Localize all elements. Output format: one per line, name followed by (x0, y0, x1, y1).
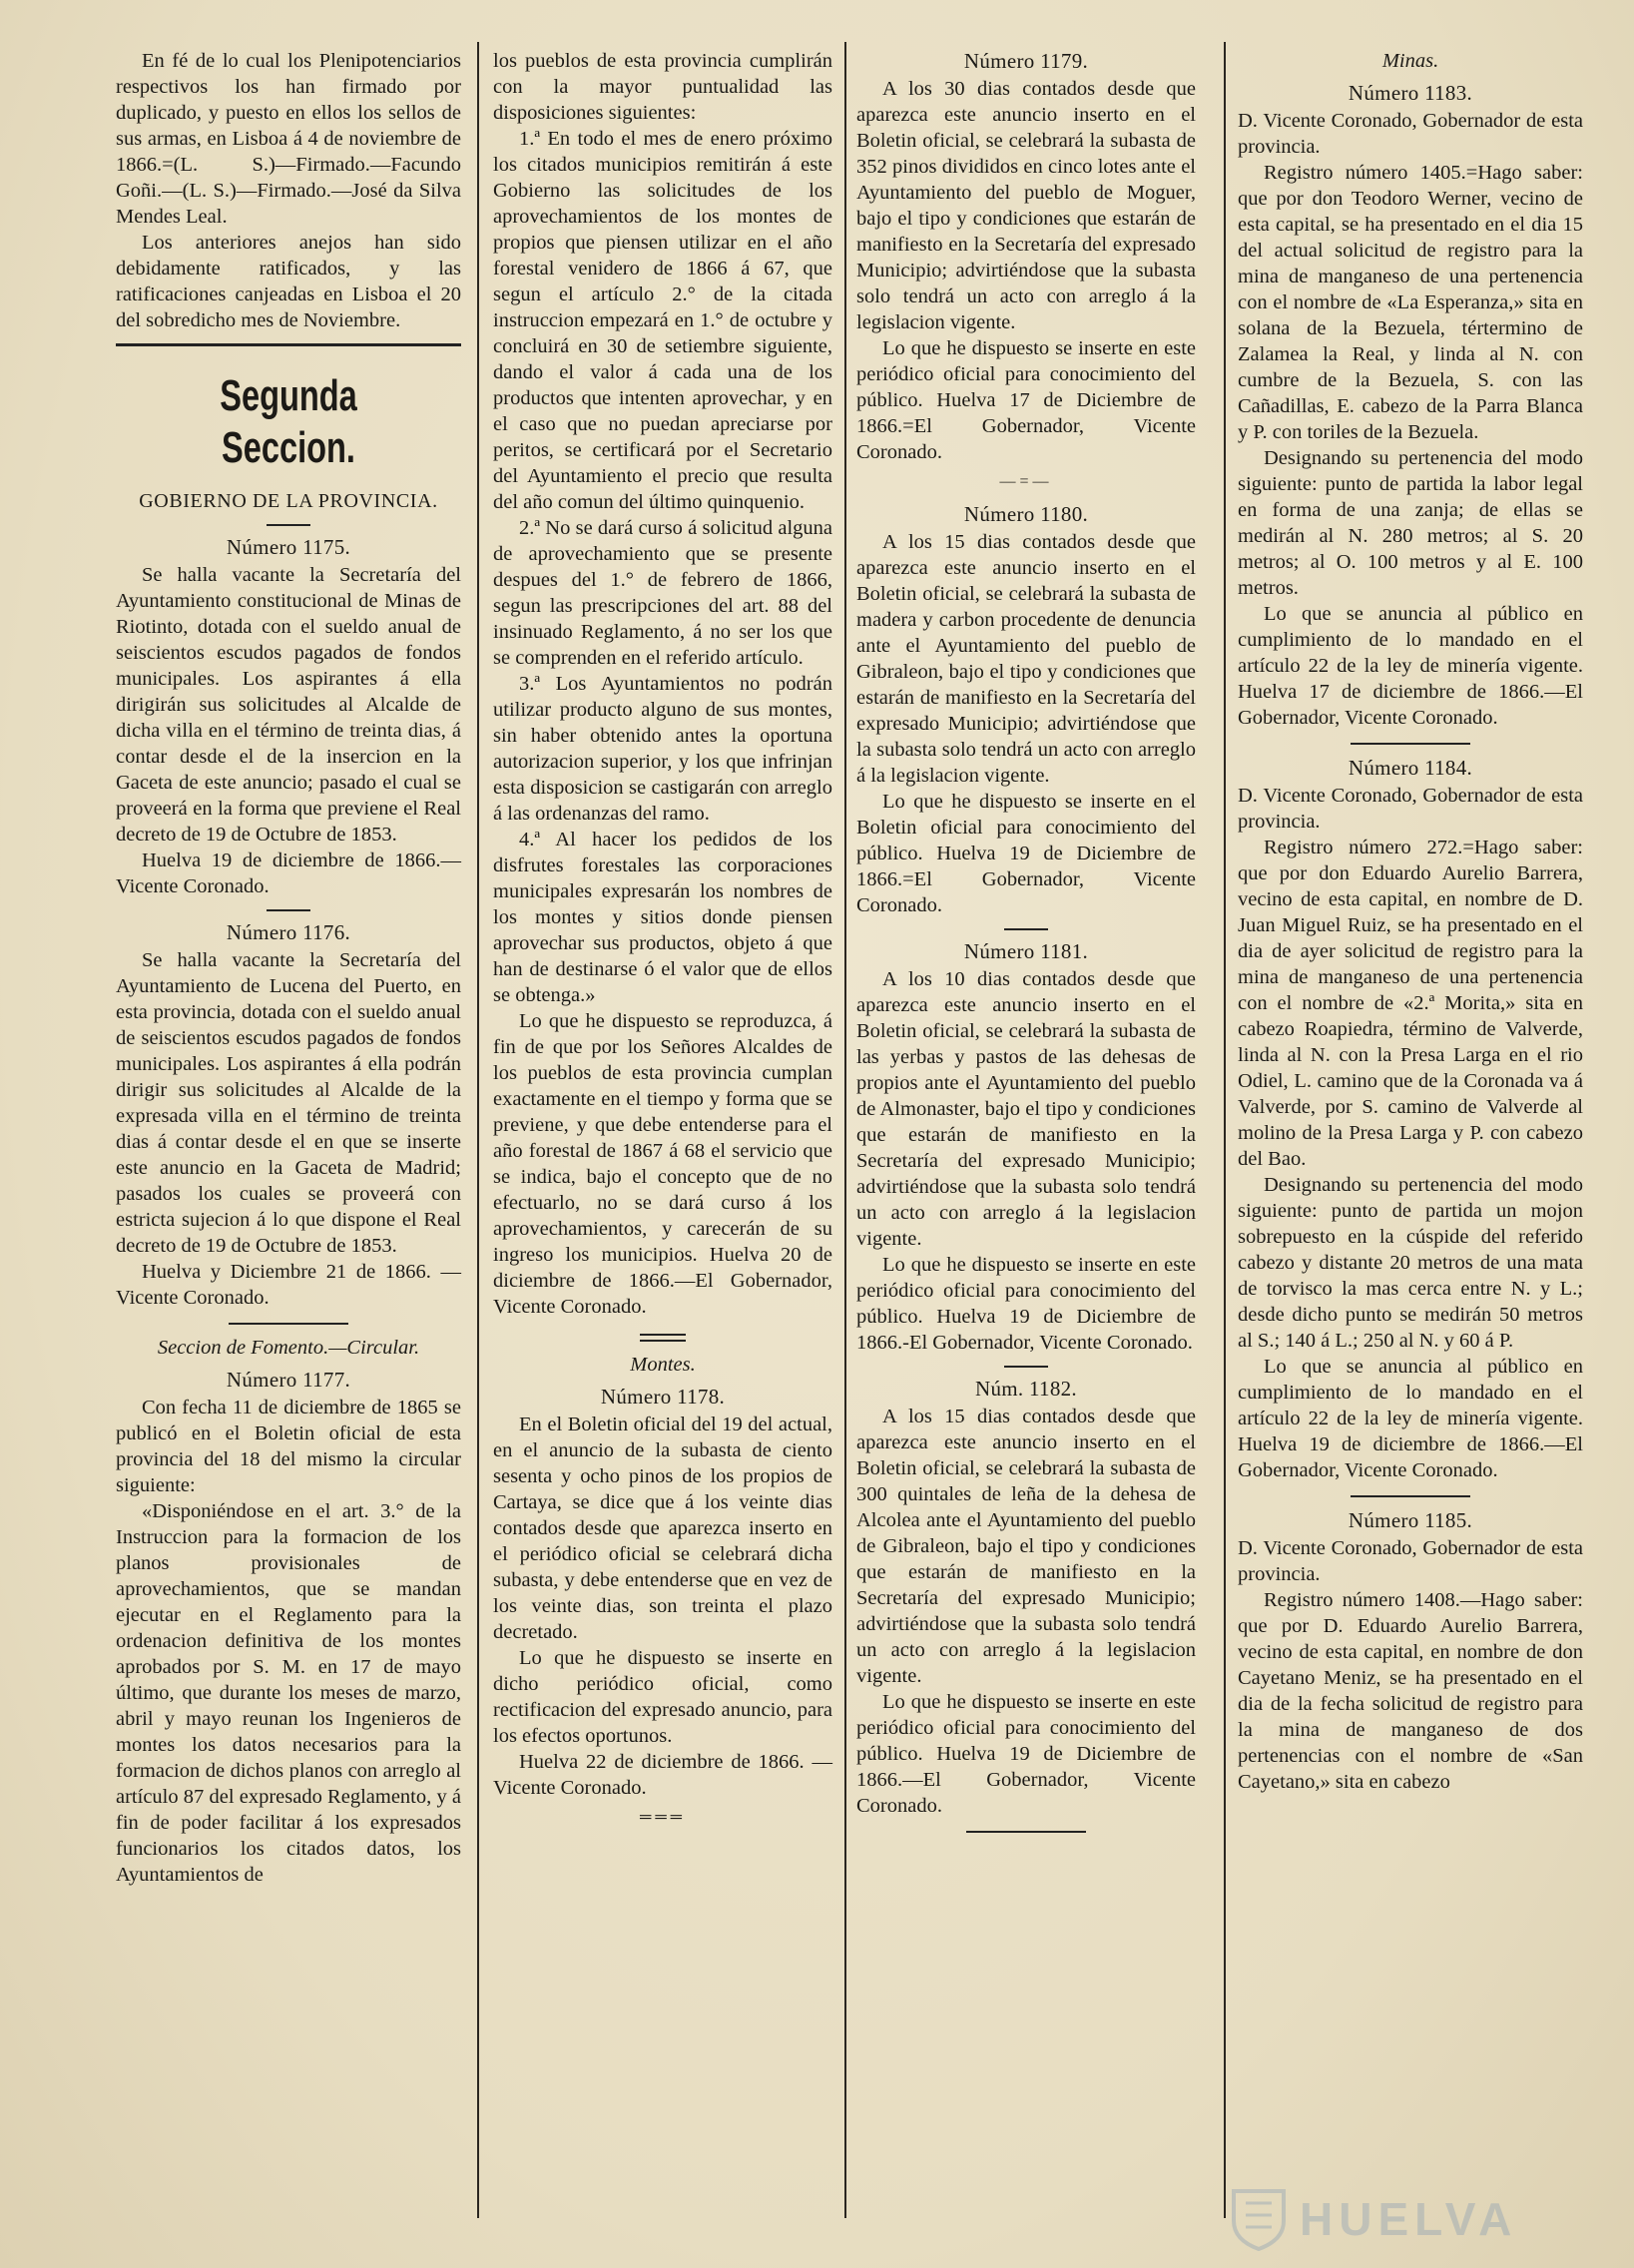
notice-1178-body: En el Boletin oficial del 19 del actual, en el anuncio de la subasta de ciento sesenta y ocho pinos de los propios de Cartaya, se dice que á los veinte dias contados desde que aparezca inserto en el periódico oficial se celebrará dicha subasta, y debe entenderse que en vez de los veinte dias, son treinta el plazo decretado. (493, 1414, 832, 1643)
fomento-heading: Seccion de Fomento.—Circular. (157, 1337, 420, 1359)
notice-1177-circular: «Disponiéndose en el art. 3.° de la Instruccion para la formacion de los planos provisionales de aprovechamientos, que se mandan ejecutar en el Reglamento para la ordenacion definitiva de los montes aprobados por S. M. en 17 de mayo último, que durante los meses de marzo, abril y mayo reunan los Ingenieros de montes los datos necesarios para la formacion de dichos planos con arreglo al artículo 87 del expresado Reglamento, y á fin de poder facilitar á los expresados funcionarios los citados datos, los Ayuntamientos de (116, 1500, 461, 1886)
notice-1183-boundaries: Designando su pertenencia del modo siguiente: punto de partida la labor legal en forma de una zanja; de ellas se medirán al N. 280 metros; al S. 20 metros; al O. 100 metros y al E. 100 metros. (1238, 447, 1583, 599)
notice-number-1183: Número 1183. (1348, 81, 1473, 105)
minas-heading: Minas. (1381, 50, 1439, 72)
shield-icon (1230, 2187, 1288, 2251)
separator: —=— (999, 473, 1053, 490)
archive-watermark (1230, 2184, 1589, 2254)
notice-number-1177: Número 1177. (226, 1368, 351, 1392)
notice-number-1185: Número 1185. (1348, 1508, 1473, 1532)
notice-1184-header: D. Vicente Coronado, Gobernador de esta provincia. (1238, 785, 1583, 833)
section-divider (116, 343, 461, 346)
divider (229, 1323, 348, 1325)
column-1 (116, 48, 461, 1888)
gobierno-heading: GOBIERNO DE LA PROVINCIA. (139, 490, 438, 512)
notice-number-1178: Número 1178. (600, 1385, 726, 1409)
notice-1180-body: A los 15 dias contados desde que aparezca este anuncio inserto en el Boletin oficial, se celebrará la subasta de madera y carbon procedente de denuncia ante el Ayuntamiento del pueblo de Gibraleon, bajo el tipo y condiciones que estarán de manifiesto en la Secretaría del expresado Municipio; advirtiéndose que la subasta solo tendrá un acto con arreglo á la legislacion vigente. (856, 531, 1196, 787)
disposition-3: 3.ª Los Ayuntamientos no podrán utilizar producto alguno de sus montes, sin haber obtenido antes la oportuna autorizacion superior, y los que infrinjan esta disposicion se castigarán con arreglo á las ordenanzas del ramo. (493, 673, 832, 825)
notice-1176-body: Se halla vacante la Secretaría del Ayuntamiento de Lucena del Puerto, en esta provincia, dotada con el sueldo anual de seiscientos escudos pagados de fondos municipales. Los aspirantes á ella podrán dirigir sus solicitudes al Alcalde de la expresada villa en el término de treinta dias á contar desde el en que se inserte este anuncio en la Gaceta de Madrid; pasados los cuales se proveerá con estricta sujecion á lo que dispone el Real decreto de 19 de Octubre de 1853. (116, 949, 461, 1257)
divider (966, 1831, 1086, 1833)
montes-heading: Montes. (630, 1354, 696, 1376)
notice-1176-signature: Huelva y Diciembre 21 de 1866. —Vicente Coronado. (116, 1261, 461, 1309)
column-2 (493, 48, 832, 1835)
notice-number-1176: Número 1176. (226, 920, 351, 944)
notice-1185-header: D. Vicente Coronado, Gobernador de esta provincia. (1238, 1537, 1583, 1585)
notice-1183-signature: Lo que se anuncia al público en cumplimiento de lo mandado en el artículo 22 de la ley de minería vigente. Huelva 17 de diciembre de 1866.—El Gobernador, Vicente Coronado. (1238, 603, 1583, 729)
notice-number-1175: Número 1175. (226, 535, 351, 559)
disposition-1: 1.ª En todo el mes de enero próximo los citados municipios remitirán á este Gobierno las solicitudes de los aprovechamientos de los montes de propios que piensen utilizar en el año forestal venidero de 1866 á 67, que segun el artículo 2.° de la citada instruccion empezará en 1.° de octubre y concluirá en 30 de setiembre siguiente, dando el valor á cada una de los productos que intenten aprovechar, y en el caso que no puedan apreciarse por peritos, se certificará por el Secretario del Ayuntamiento el precio que resulta del año comun del último quinquenio. (493, 128, 832, 513)
notice-1181-signature: Lo que he dispuesto se inserte en este periódico oficial para conocimiento del público. Huelva 19 de Diciembre de 1866.-El Gobernador, Vicente Coronado. (856, 1254, 1196, 1354)
notice-1177-intro: Con fecha 11 de diciembre de 1865 se publicó en el Boletin oficial de esta provincia del 18 del mismo la circular siguiente: (116, 1397, 461, 1496)
notice-1181-body: A los 10 dias contados desde que aparezca este anuncio inserto en el Boletin oficial, se celebrará la subasta de las yerbas y pastos de las dehesas de propios ante el Ayuntamiento del pueblo de Almonaster, bajo el tipo y condiciones que estarán de manifiesto en la Secretaría del expresado Municipio; advirtiéndose que la subasta solo tendrá un acto con arreglo á la legislacion vigente. (856, 968, 1196, 1250)
divider (267, 909, 310, 911)
column-rule (1224, 42, 1226, 2218)
notice-number-1181: Número 1181. (963, 939, 1089, 963)
end-mark: ═══ (639, 1809, 686, 1826)
section-heading: Segunda Seccion. (220, 371, 357, 472)
divider (1004, 1366, 1048, 1368)
notice-number-1179: Número 1179. (963, 49, 1089, 73)
notice-1184-signature: Lo que se anuncia al público en cumplimiento de lo mandado en el artículo 22 de la ley de minería vigente. Huelva 19 de diciembre de 1866.—El Gobernador, Vicente Coronado. (1238, 1356, 1583, 1481)
notice-1178-signature: Huelva 22 de diciembre de 1866. —Vicente Coronado. (493, 1751, 832, 1799)
circular-closing: Lo que he dispuesto se reproduzca, á fin de que por los Señores Alcaldes de los pueblos de esta provincia cumplan exactamente en el tiempo y forma que se previene, y que debe entenderse para el año forestal de 1867 á 68 el servicio que se indica, bajo el concepto que de no efectuarlo, no se dará curso á los aprovechamientos, y carecerán de su ingreso los municipios. Huelva 20 de diciembre de 1866.—El Gobernador, Vicente Coronado. (493, 1010, 832, 1318)
notice-1183-body: Registro número 1405.=Hago saber: que por don Teodoro Werner, vecino de esta capital, se ha presentado en el dia 15 del actual solicitud de registro para la mina de manganeso de una pertenencia con el nombre de «La Esperanza,» sita en solana de la Bezuela, tértermino de Zalamea la Real, y linda al N. con cumbre de la Bezuela, S. con las Cañadillas, E. cabezo de la Parra Blanca y P. con toriles de la Bezuela. (1238, 162, 1583, 443)
divider (1351, 1495, 1470, 1497)
watermark-text: HUELVA (1300, 2193, 1518, 2245)
column-3 (856, 48, 1196, 1843)
notice-1184-body: Registro número 272.=Hago saber: que por don Eduardo Aurelio Barrera, vecino de esta capital, en nombre de D. Juan Miguel Ruiz, se ha presentado en el dia de ayer solicitud de registro para la mina de manganeso de una pertenencia con el nombre de «2.ª Morita,» sita en cabezo Roapiedra, término de Valverde, linda al N. con la Presa Larga en el rio Odiel, L. camino que de la Coronada va á Valverde, por S. camino de Valverde al molino de la Presa Larga y P. con cabezo del Bao. (1238, 837, 1583, 1170)
notice-1184-boundaries: Designando su pertenencia del modo siguiente: punto de partida un mojon sobrepuesto en la cúspide del referido cabezo y distante 20 metros de una mata de torvisco la mas cerca entre N. y L.; desde dicho punto se medirán 50 metros al S.; 140 á L.; 250 al N. y 60 á P. (1238, 1174, 1583, 1352)
column-4 (1238, 48, 1583, 1795)
notice-1175-body: Se halla vacante la Secretaría del Ayuntamiento constitucional de Minas de Riotinto, dotada con el sueldo anual de seiscientos escudos pagados de fondos municipales. Los aspirantes á ella dirigirán sus solicitudes al Alcalde de dicha villa en el término de treinta dias, á contar desde el de la insercion en la Gaceta de este anuncio; pasado el cual se proveerá en la forma que previene el Real decreto de 19 de Octubre de 1853. (116, 564, 461, 846)
notice-1182-body: A los 15 dias contados desde que aparezca este anuncio inserto en el Boletin oficial, se celebrará la subasta de 300 quintales de leña de la dehesa de Alcolea ante el Ayuntamiento del pueblo de Gibraleon, bajo el tipo y condiciones que estarán de manifiesto en la Secretaría del expresado Municipio; advirtiéndose que la subasta solo tendrá un acto con arreglo á la legislacion vigente. (856, 1406, 1196, 1687)
column-rule (477, 42, 479, 2218)
column-rule (844, 42, 846, 2218)
notice-1179-signature: Lo que he dispuesto se inserte en este periódico oficial para conocimiento del público. Huelva 17 de Diciembre de 1866.=El Gobernador, Vicente Coronado. (856, 337, 1196, 463)
notice-number-1180: Número 1180. (963, 502, 1089, 526)
notice-1185-body: Registro número 1408.—Hago saber: que por D. Eduardo Aurelio Barrera, vecino de esta capital, en nombre de don Cayetano Meniz, se ha presentado en el dia de la fecha solicitud de registro para la mina de manganeso de dos pertenencias con el nombre de «San Cayetano,» sita en cabezo (1238, 1589, 1583, 1793)
divider (1351, 743, 1470, 745)
notice-number-1184: Número 1184. (1348, 756, 1473, 780)
notice-1180-signature: Lo que he dispuesto se inserte en el Boletin oficial para conocimiento del público. Huelva 19 de Diciembre de 1866.=El Gobernador, Vicente Coronado. (856, 791, 1196, 916)
notice-1175-signature: Huelva 19 de diciembre de 1866.—Vicente Coronado. (116, 850, 461, 897)
disposition-2: 2.ª No se dará curso á solicitud alguna de aprovechamiento que se presente despues del 1.° de febrero de 1866, segun las prescripciones del art. 88 del insinuado Reglamento, á no ser los que se comprenden en el referido artículo. (493, 517, 832, 669)
notice-1183-header: D. Vicente Coronado, Gobernador de esta provincia. (1238, 110, 1583, 158)
circular-continuation: los pueblos de esta provincia cumplirán con la mayor puntualidad las disposiciones siguientes: (493, 50, 832, 124)
double-divider (640, 1334, 686, 1342)
notice-1179-body: A los 30 dias contados desde que aparezca este anuncio inserto en el Boletin oficial, se celebrará la subasta de 352 pinos divididos en cinco lotes ante el Ayuntamiento del pueblo de Moguer, bajo el tipo y condiciones que estarán de manifiesto en la Secretaría del expresado Municipio; advirtiéndose que la subasta solo tendrá un acto con arreglo á la legislacion vigente. (856, 78, 1196, 333)
divider (267, 524, 310, 526)
treaty-closing-paragraph: En fé de lo cual los Plenipotenciarios respectivos los han firmado por duplicado, y puesto en ellos los sellos de sus armas, en Lisboa á 4 de noviembre de 1866.=(L. S.)—Firmado.—Facundo Goñi.—(L. S.)—Firmado.—José da Silva Mendes Leal. (116, 50, 461, 228)
notice-1178-order: Lo que he dispuesto se inserte en dicho periódico oficial, como rectificacion del expresado anuncio, para los efectos oportunos. (493, 1647, 832, 1747)
ratification-paragraph: Los anteriores anejos han sido debidamente ratificados, y las ratificaciones canjeadas en Lisboa el 20 del sobredicho mes de Noviembre. (116, 232, 461, 331)
notice-number-1182: Núm. 1182. (975, 1377, 1077, 1401)
divider (1004, 928, 1048, 930)
disposition-4: 4.ª Al hacer los pedidos de los disfrutes forestales las corporaciones municipales expresarán los nombres de los montes y sitios donde piensen aprovechar sus productos, objeto á que han de destinarse ó el valor que de ellos se obtenga.» (493, 829, 832, 1006)
notice-1182-signature: Lo que he dispuesto se inserte en este periódico oficial para conocimiento del público. Huelva 19 de Diciembre de 1866.—El Gobernador, Vicente Coronado. (856, 1691, 1196, 1817)
